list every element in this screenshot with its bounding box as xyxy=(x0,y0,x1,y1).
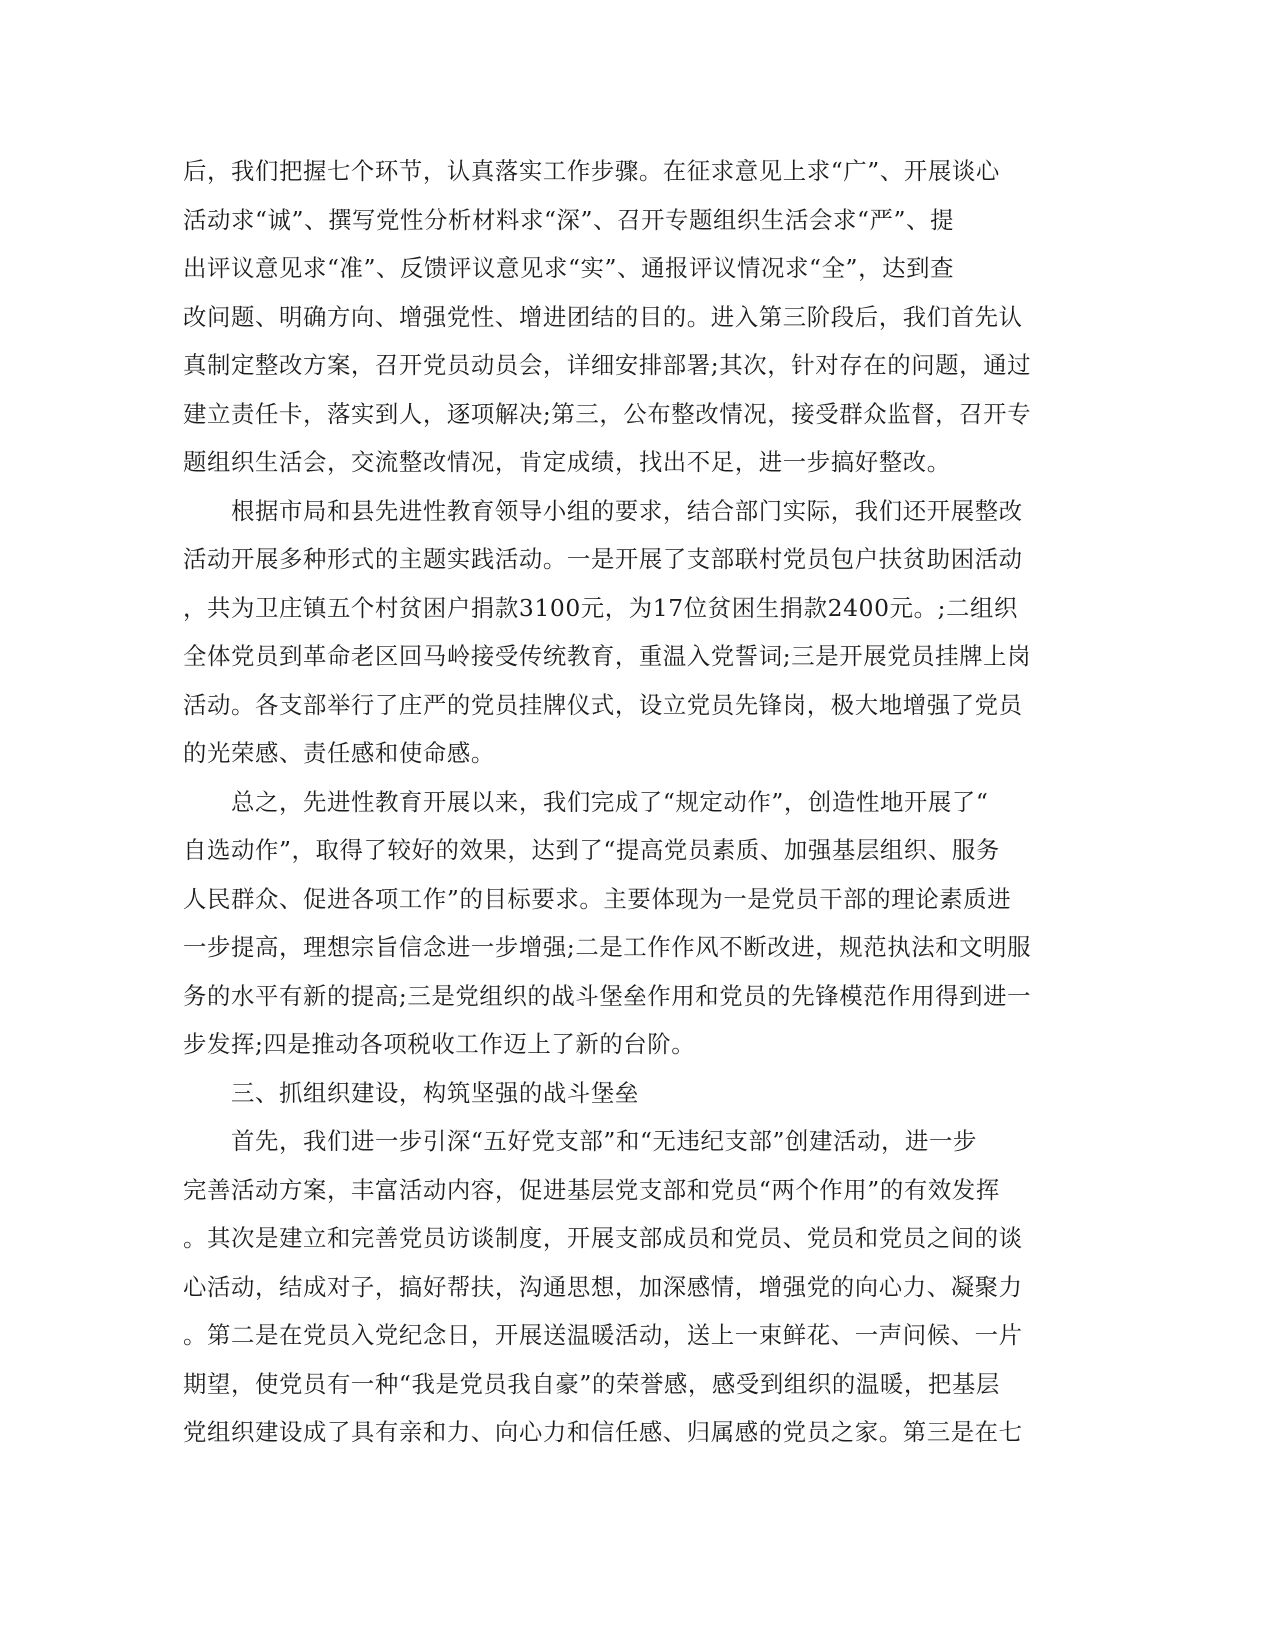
text-line: 的光荣感、责任感和使命感。 xyxy=(183,739,495,767)
text-line: 真制定整改方案，召开党员动员会，详细安排部署;其次，针对存在的问题，通过 xyxy=(183,351,1032,379)
section-heading: 三、抓组织建设，构筑坚强的战斗堡垒 xyxy=(231,1078,639,1107)
text-line: 期望，使党员有一种“我是党员我自豪”的荣誉感，感受到组织的温暖，把基层 xyxy=(183,1369,1000,1398)
text-line: 心活动，结成对子，搞好帮扶，沟通思想，加深感情，增强党的向心力、凝聚力 xyxy=(183,1272,1023,1301)
text-line: 活动开展多种形式的主题实践活动。一是开展了支部联村党员包户扶贫助困活动 xyxy=(183,545,1023,573)
paragraph-first-line: 首先，我们进一步引深“五好党支部”和“无违纪支部”创建活动，进一步 xyxy=(231,1127,977,1155)
text-line: 一步提高，理想宗旨信念进一步增强;二是工作作风不断改进，规范执法和文明服 xyxy=(183,933,1032,961)
paragraph-first-line: 根据市局和县先进性教育领导小组的要求，结合部门实际，我们还开展整改 xyxy=(231,496,1023,525)
body-text xyxy=(183,152,1083,1462)
text-line: 步发挥;四是推动各项税收工作迈上了新的台阶。 xyxy=(183,1030,696,1058)
paragraph-first-line: 总之，先进性教育开展以来，我们完成了“规定动作”，创造性地开展了“ xyxy=(231,787,989,816)
text-line: 务的水平有新的提高;三是党组织的战斗堡垒作用和党员的先锋模范作用得到进一 xyxy=(183,981,1032,1010)
text-line: 自选动作”，取得了较好的效果，达到了“提高党员素质、加强基层组织、服务 xyxy=(183,836,1000,864)
text-line: 全体党员到革命老区回马岭接受传统教育，重温入党誓词;三是开展党员挂牌上岗 xyxy=(183,642,1032,670)
text-line: 题组织生活会，交流整改情况，肯定成绩，找出不足，进一步搞好整改。 xyxy=(183,448,951,476)
text-line: 党组织建设成了具有亲和力、向心力和信任感、归属感的党员之家。第三是在七 xyxy=(183,1418,1023,1446)
text-line: 。第二是在党员入党纪念日，开展送温暖活动，送上一束鲜花、一声问候、一片 xyxy=(183,1321,1023,1349)
text-line: 出评议意见求“准”、反馈评议意见求“实”、通报评议情况求“全”，达到查 xyxy=(183,254,955,282)
text-line: 人民群众、促进各项工作”的目标要求。主要体现为一是党员干部的理论素质进 xyxy=(183,884,1012,913)
text-line: 改问题、明确方向、增强党性、增进团结的目的。进入第三阶段后，我们首先认 xyxy=(183,302,1023,331)
text-line: ，共为卫庄镇五个村贫困户捐款3100元，为17位贫困生捐款2400元。;二组织 xyxy=(183,593,1019,622)
text-line: 活动求“诚”、撰写党性分析材料求“深”、召开专题组织生活会求“严”、提 xyxy=(183,205,955,234)
text-line: 。其次是建立和完善党员访谈制度，开展支部成员和党员、党员和党员之间的谈 xyxy=(183,1224,1023,1252)
text-line: 建立责任卡，落实到人，逐项解决;第三，公布整改情况，接受群众监督，召开专 xyxy=(183,399,1032,428)
text-line: 后，我们把握七个环节，认真落实工作步骤。在征求意见上求“广”、开展谈心 xyxy=(183,157,1000,185)
text-line: 活动。各支部举行了庄严的党员挂牌仪式，设立党员先锋岗，极大地增强了党员 xyxy=(183,690,1023,719)
text-line: 完善活动方案，丰富活动内容，促进基层党支部和党员“两个作用”的有效发挥 xyxy=(183,1175,1000,1204)
